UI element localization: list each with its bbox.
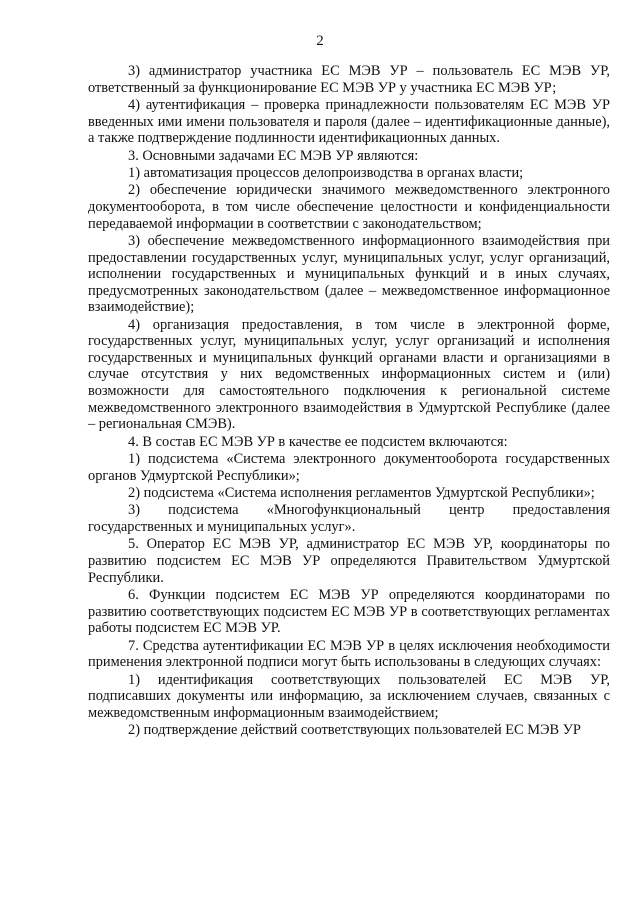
paragraph: 3) администратор участника ЕС МЭВ УР – пользователь ЕС МЭВ УР, ответственный за функционирование ЕС МЭВ УР у участника ЕС МЭВ УР;	[88, 63, 610, 96]
paragraph: 2) подсистема «Система исполнения регламентов Удмуртской Республики»;	[128, 485, 595, 502]
paragraph: 1) автоматизация процессов делопроизводства в органах власти;	[128, 164, 524, 181]
paragraph: 2) обеспечение юридически значимого межведомственного электронного документооборота, в том числе обеспечение целостности и конфиденциальности передаваемой информации в соответствии с законодательством;	[88, 182, 610, 232]
page-number: 2	[316, 33, 324, 49]
paragraph: 5. Оператор ЕС МЭВ УР, администратор ЕС МЭВ УР, координаторы по развитию подсистем ЕС МЭВ УР определяются Правительством Удмуртской Республики.	[88, 536, 610, 586]
paragraph: 7. Средства аутентификации ЕС МЭВ УР в целях исключения необходимости применения электронной подписи могут быть использованы в следующих случаях:	[88, 637, 610, 671]
paragraph: 4) организация предоставления, в том числе в электронной форме, государственных услуг, муниципальных услуг, услуг организаций и исполнения государственных и муниципальных функций органами власти и организациями в случае отсутствия у них ведомственных информационных систем и (или) возможности для самостоятельного подключения к региональной системе межведомственного электронного взаимодействия в Удмуртской Республике (далее – региональная СМЭВ).	[88, 316, 610, 433]
paragraph: 3) подсистема «Многофункциональный центр предоставления государственных и муниципальных услуг».	[88, 502, 610, 535]
paragraph: 1) подсистема «Система электронного документооборота государственных органов Удмуртской Республики»;	[88, 451, 610, 484]
document-body	[88, 63, 610, 740]
paragraph: 1) идентификация соответствующих пользователей ЕС МЭВ УР, подписавших документы или информацию, за исключением случаев, связанных с межведомственным информационным взаимодействием;	[88, 671, 610, 721]
paragraph: 4. В состав ЕС МЭВ УР в качестве ее подсистем включаются:	[128, 433, 508, 450]
paragraph: 2) подтверждение действий соответствующих пользователей ЕС МЭВ УР	[128, 722, 581, 739]
paragraph: 3) обеспечение межведомственного информационного взаимодействия при предоставлении государственных услуг, муниципальных услуг, услуг организаций, исполнении государственных и муниципальных функций и в иных случаях, предусмотренных законодательством (далее – межведомственное информационное взаимодействие);	[88, 232, 610, 316]
paragraph: 6. Функции подсистем ЕС МЭВ УР определяются координаторами по развитию соответствующих подсистем ЕС МЭВ УР в соответствующих регламентах работы подсистем ЕС МЭВ УР.	[88, 586, 610, 637]
paragraph: 4) аутентификация – проверка принадлежности пользователям ЕС МЭВ УР введенных ими имени пользователя и пароля (далее – идентификационные данные), а также подтверждение подлинности идентификационных данных.	[88, 96, 610, 147]
paragraph: 3. Основными задачами ЕС МЭВ УР являются:	[128, 147, 419, 164]
